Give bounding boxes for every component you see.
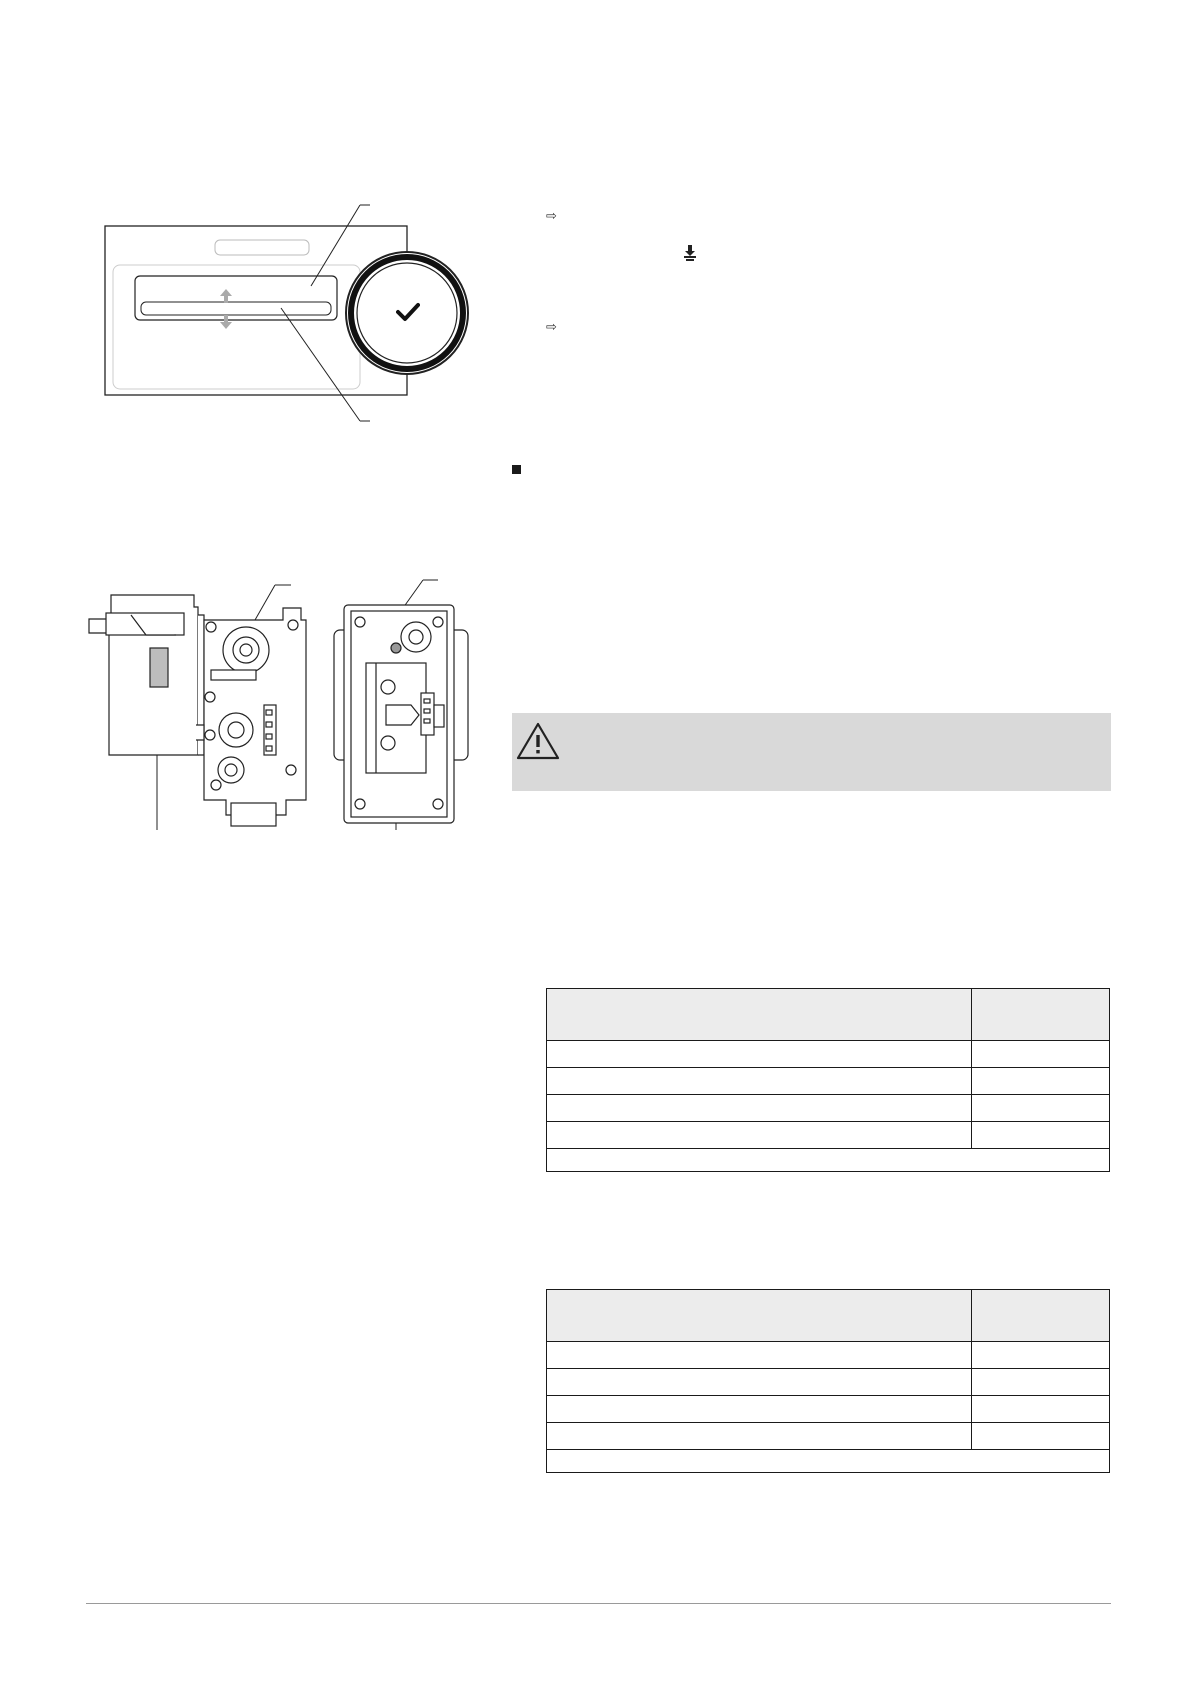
table-header-cell — [547, 1290, 972, 1342]
table-cell — [972, 1041, 1110, 1068]
table-header-row — [547, 989, 1110, 1041]
table-cell — [547, 1068, 972, 1095]
table-1 — [546, 988, 1110, 1172]
table-cell — [547, 1095, 972, 1122]
table-cell — [547, 1396, 972, 1423]
table-row — [547, 1369, 1110, 1396]
table-cell — [547, 1369, 972, 1396]
table-footnote-cell — [547, 1450, 1110, 1473]
table-cell — [972, 1423, 1110, 1450]
table-cell — [547, 1342, 972, 1369]
table-cell — [972, 1095, 1110, 1122]
table-row — [547, 1122, 1110, 1149]
table-header-cell — [972, 1290, 1110, 1342]
table-header-cell — [547, 989, 972, 1041]
table-cell — [972, 1342, 1110, 1369]
section-bullet — [512, 465, 521, 474]
service-mode-icon — [683, 245, 697, 261]
warning-triangle-icon — [515, 721, 561, 761]
table-row — [547, 1068, 1110, 1095]
table-header-cell — [972, 989, 1110, 1041]
table-footnote-row — [547, 1450, 1110, 1473]
table-row — [547, 1095, 1110, 1122]
table-row — [547, 1396, 1110, 1423]
arrow-down-icon — [218, 314, 234, 330]
table-cell — [547, 1041, 972, 1068]
table-cell — [972, 1068, 1110, 1095]
gas-valve-drawing — [86, 575, 486, 833]
warning-box — [512, 713, 1111, 791]
footer-divider — [86, 1603, 1111, 1604]
table-cell — [547, 1122, 972, 1149]
table-cell — [972, 1122, 1110, 1149]
table-cell — [972, 1369, 1110, 1396]
table-cell — [547, 1423, 972, 1450]
arrow-up-icon — [218, 288, 234, 304]
table-2 — [546, 1289, 1110, 1473]
table-cell — [972, 1396, 1110, 1423]
step-arrow-icon: ⇨ — [546, 208, 557, 223]
table-row — [547, 1342, 1110, 1369]
table-row — [547, 1041, 1110, 1068]
step-arrow-icon: ⇨ — [546, 319, 557, 334]
check-icon — [396, 302, 420, 322]
leader-lines-fig1 — [270, 200, 370, 425]
table-footnote-cell — [547, 1149, 1110, 1172]
table-header-row — [547, 1290, 1110, 1342]
table-footnote-row — [547, 1149, 1110, 1172]
table-row — [547, 1423, 1110, 1450]
